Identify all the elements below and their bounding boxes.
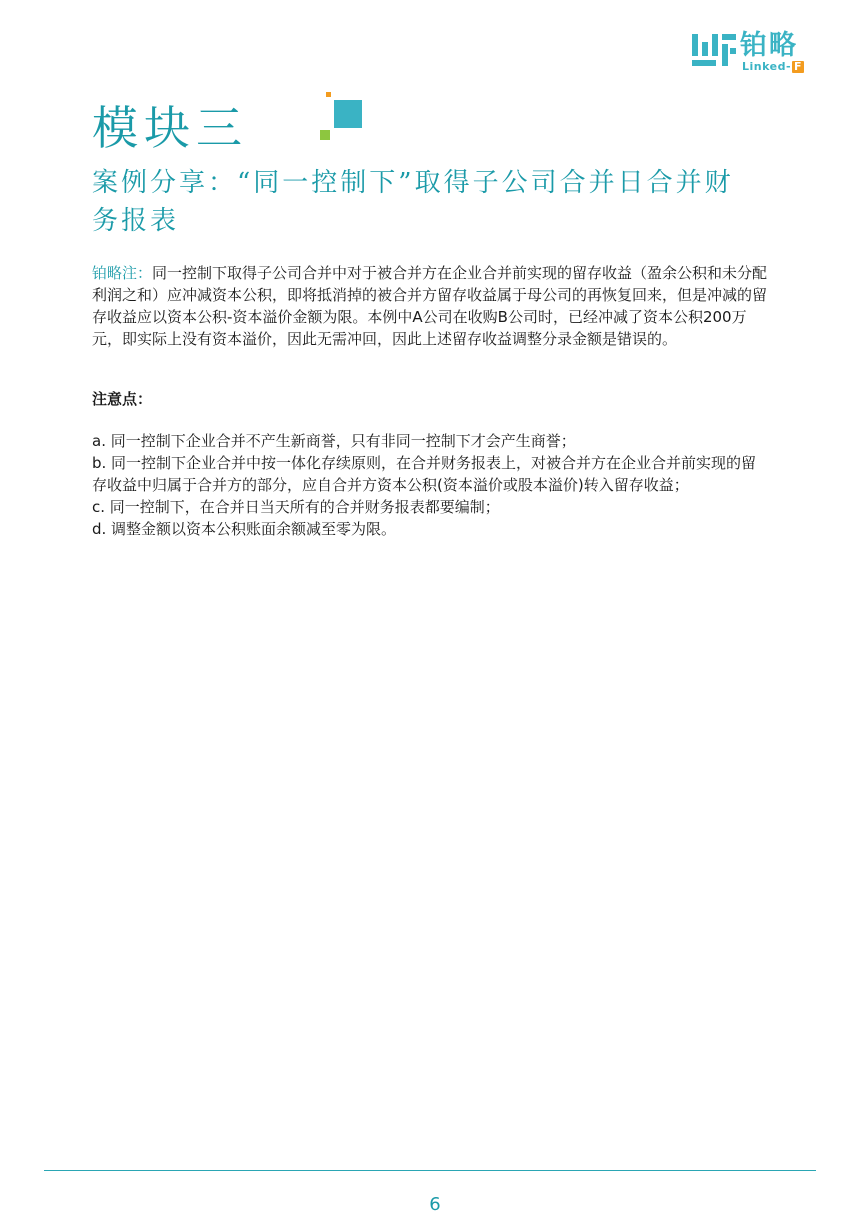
editor-note — [92, 262, 770, 350]
points-heading: 注意点： — [92, 390, 153, 408]
point-item-b: b. 同一控制下企业合并中按一体化存续原则，在合并财务报表上，对被合并方在企业合并前实现的留存收益中归属于合并方的部分，应自合并方资本公积(资本溢价或股本溢价)转入留存收益； — [92, 454, 757, 494]
brand-name-en-badge: F — [794, 60, 803, 73]
case-subtitle: 案例分享：“同一控制下”取得子公司合并日合并财务报表 — [92, 168, 734, 236]
linked-f-logo-icon — [692, 32, 736, 72]
point-item-a: a. 同一控制下企业合并不产生新商誉，只有非同一控制下才会产生商誉； — [92, 432, 576, 450]
decorative-squares-icon — [318, 90, 366, 142]
page-number: 6 — [429, 1194, 441, 1215]
footer-divider — [44, 1170, 816, 1171]
point-item-d: d. 调整金额以资本公积账面余额减至零为限。 — [92, 520, 397, 538]
brand-name-cn: 铂略 — [740, 30, 798, 61]
points-list — [92, 430, 770, 540]
note-text: 同一控制下取得子公司合并中对于被合并方在企业合并前实现的留存收益（盈余公积和未分配利润之和）应冲减资本公积，即将抵消掉的被合并方留存收益属于母公司的再恢复回来，但是冲减的留存收益应以资本公积-资本溢价金额为限。本例中A公司在收购B公司时，已经冲减了资本公积200万元，即实际上没有资本溢价，因此无需冲回，因此上述留存收益调整分录金额是错误的。 — [92, 264, 768, 348]
note-label: 铂略注： — [92, 264, 153, 282]
brand-name-en — [742, 61, 804, 73]
module-title: 模块三 — [92, 101, 248, 155]
brand-logo — [692, 30, 812, 76]
point-item-c: c. 同一控制下，在合并日当天所有的合并财务报表都要编制； — [92, 498, 500, 516]
brand-name-en-text: Linked- — [742, 60, 792, 73]
